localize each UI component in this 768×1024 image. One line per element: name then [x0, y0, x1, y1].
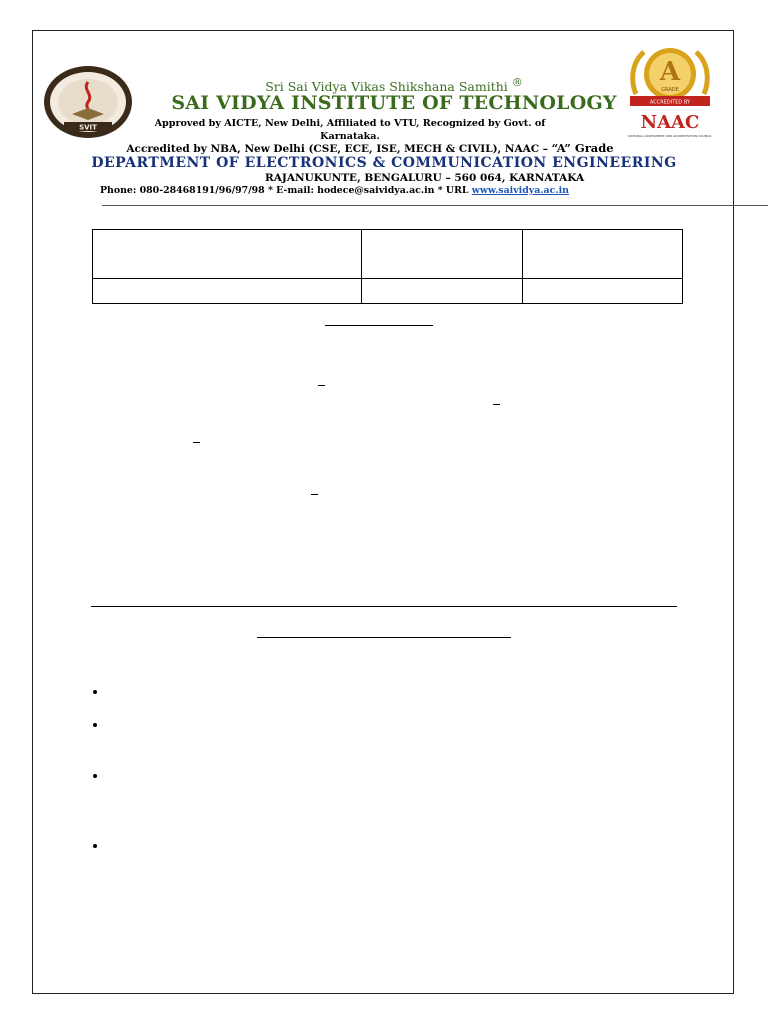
naac-subtext: NATIONAL ASSESSMENT AND ACCREDITATION COUNCIL — [628, 134, 712, 138]
svit-logo-text: SVIT — [79, 123, 97, 132]
approval-line-2: Karnataka. — [320, 131, 380, 142]
approval-line-1: Approved by AICTE, New Delhi, Affiliated to VTU, Recognized by Govt. of — [154, 118, 546, 129]
accreditation-grade: “A” Grade — [551, 141, 614, 155]
table-row — [93, 279, 683, 304]
registered-mark: ® — [511, 76, 523, 89]
institute-name: SAI VIDYA INSTITUTE OF TECHNOLOGY — [171, 92, 617, 114]
table-cell — [362, 230, 523, 279]
bullet-point — [93, 690, 97, 694]
bullet-point — [93, 723, 97, 727]
title-underline — [325, 325, 433, 326]
bullet-point — [93, 774, 97, 778]
trust-name-text: Sri Sai Vidya Vikas Shikshana Samithi — [265, 79, 508, 95]
table-cell — [93, 279, 362, 304]
approval-info — [150, 117, 550, 143]
header-divider — [102, 205, 768, 206]
accreditation-text: Accredited by NBA, New Delhi (CSE, ECE, ISE, MECH & CIVIL), NAAC – — [126, 143, 552, 155]
blank-dash — [493, 404, 500, 405]
department-name: DEPARTMENT OF ELECTRONICS & COMMUNICATION ENGINEERING — [91, 155, 677, 171]
table-cell — [362, 279, 523, 304]
table-cell — [93, 230, 362, 279]
naac-grade-word: GRADE — [661, 87, 679, 93]
email-value: hodece@saividya.ac.in — [317, 185, 435, 196]
phone-label: Phone: 080-28468191/96/97/98 * E-mail: — [100, 185, 314, 196]
blank-dash — [318, 385, 325, 386]
naac-ribbon-text: ACCREDITED BY — [649, 99, 691, 106]
website-link[interactable]: www.saividya.ac.in — [471, 185, 569, 196]
naac-brand: NAAC — [640, 112, 700, 133]
blank-dash — [193, 442, 200, 443]
bullet-point — [93, 844, 97, 848]
contact-info — [100, 185, 569, 196]
info-table — [92, 229, 683, 304]
subtitle-underline — [257, 637, 511, 638]
naac-grade-letter: A — [659, 57, 681, 87]
accreditation-info — [90, 141, 650, 155]
blank-dash — [311, 494, 318, 495]
address: RAJANUKUNTE, BENGALURU – 560 064, KARNATAKA — [265, 172, 585, 184]
table-row — [93, 230, 683, 279]
table-cell — [523, 279, 683, 304]
table-cell — [523, 230, 683, 279]
section-divider — [91, 606, 677, 607]
url-label: * URL — [437, 185, 469, 196]
